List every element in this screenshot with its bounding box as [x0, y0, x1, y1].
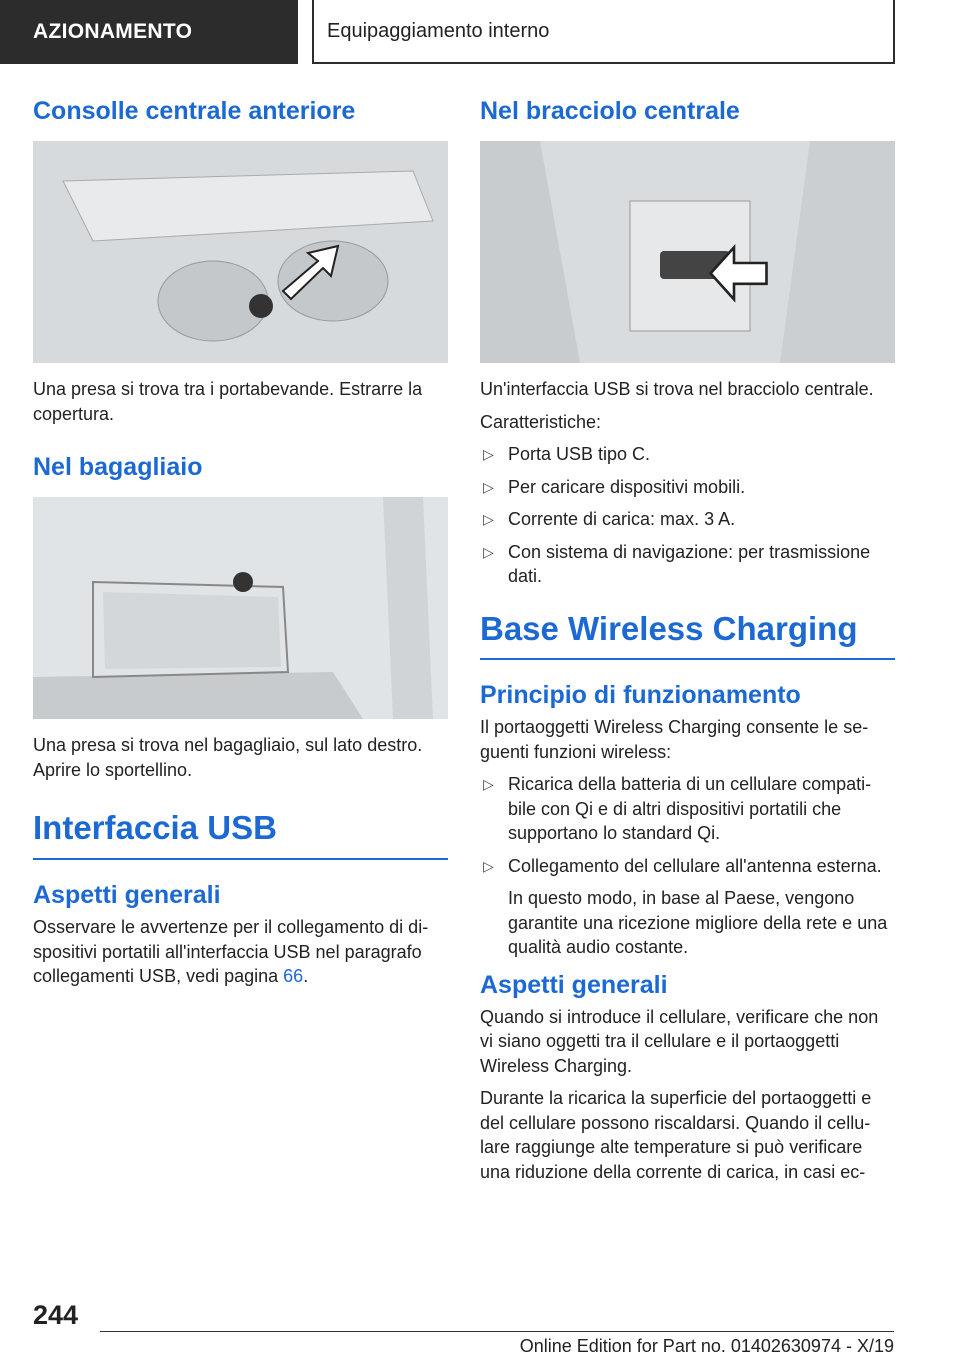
text-aspetti-2b: Durante la ricarica la superficie del portaoggetti e del cellulare possono riscaldarsi. Quando il cellu-lare raggiunge alte temperature si può verificare una riduzione della corrente di carica, in casi ec-: [480, 1088, 872, 1182]
triangle-bullet-icon: ▷: [483, 543, 494, 560]
chapter-title: Equipaggiamento interno: [327, 19, 550, 42]
wireless-functions-list: [480, 772, 895, 959]
heading-bracciolo: Nel bracciolo centrale: [480, 97, 740, 125]
heading-principio: Principio di funzionamento: [480, 681, 801, 710]
left-column: [33, 96, 448, 997]
edition-text: Online Edition for Part no. 01402630974 - X/19: [519, 1336, 894, 1356]
image-trunk-socket: [33, 497, 448, 719]
right-column: [480, 96, 895, 1192]
feature-list: [480, 442, 895, 588]
text-aspetti-2a: Quando si introduce il cellulare, verificare che non vi siano oggetti tra il cellulare e il portaoggetti Wireless Charging.: [480, 1006, 879, 1076]
list-item: ▷ Con sistema di navigazione: per trasmissione dati.: [483, 541, 871, 587]
triangle-bullet-icon: ▷: [483, 446, 494, 463]
heading-wireless: Base Wireless Charging: [480, 609, 895, 661]
image-armrest-usb: [480, 141, 895, 363]
heading-aspetti-generali-2: Aspetti generali: [480, 970, 668, 999]
heading-usb: Interfaccia USB: [33, 808, 448, 860]
list-item: ▷ Ricarica della batteria di un cellulare compati-bile con Qi e di altri dispositivi portatili che supportano lo standard Qi.: [483, 774, 872, 844]
heading-aspetti-generali: Aspetti generali: [33, 880, 221, 909]
triangle-bullet-icon: ▷: [483, 511, 494, 528]
text-aspetti-generali: [33, 915, 448, 988]
section-tab: [0, 0, 298, 64]
triangle-bullet-icon: ▷: [483, 857, 494, 874]
footer-divider: [100, 1331, 894, 1332]
text-bagagliaio: Una presa si trova nel bagagliaio, sul lato destro. Aprire lo sportellino.: [33, 735, 423, 780]
section-title: AZIONAMENTO: [33, 20, 193, 43]
text-aspetti-body: Osservare le avvertenze per il collegamento di di-spositivi portatili all'interfaccia USB nel paragrafo collegamenti USB, vedi pagina: [33, 917, 429, 987]
triangle-bullet-icon: ▷: [483, 776, 494, 793]
page-number: 244: [33, 1300, 79, 1330]
text-principio: Il portaoggetti Wireless Charging consente le se-guenti funzioni wireless:: [480, 717, 869, 762]
heading-bagagliaio: Nel bagagliaio: [33, 453, 203, 482]
list-item: ▷ Per caricare dispositivi mobili.: [483, 476, 746, 497]
page-link[interactable]: 66: [283, 966, 304, 987]
list-item: ▷ Porta USB tipo C.: [483, 444, 651, 465]
list-item-note: In questo modo, in base al Paese, vengono garantite una ricezione migliore della rete e una qualità audio costante.: [508, 888, 888, 958]
text-caratteristiche: Caratteristiche:: [480, 411, 602, 432]
text-consolle: Una presa si trova tra i portabevande. Estrarre la copertura.: [33, 379, 423, 424]
list-item: ▷ Collegamento del cellulare all'antenna esterna. In questo modo, in base al Paese, vengono garantite una ricezione migliore della rete e una qualità audio costante.: [480, 854, 895, 960]
heading-consolle: Consolle centrale anteriore: [33, 97, 356, 125]
triangle-bullet-icon: ▷: [483, 478, 494, 495]
text-aspetti-end: .: [303, 966, 309, 987]
list-item: ▷ Corrente di carica: max. 3 A.: [483, 509, 736, 530]
text-bracciolo: Un'interfaccia USB si trova nel bracciolo centrale.: [480, 379, 874, 400]
chapter-tab: [312, 0, 895, 64]
image-console-cupholders: [33, 141, 448, 363]
